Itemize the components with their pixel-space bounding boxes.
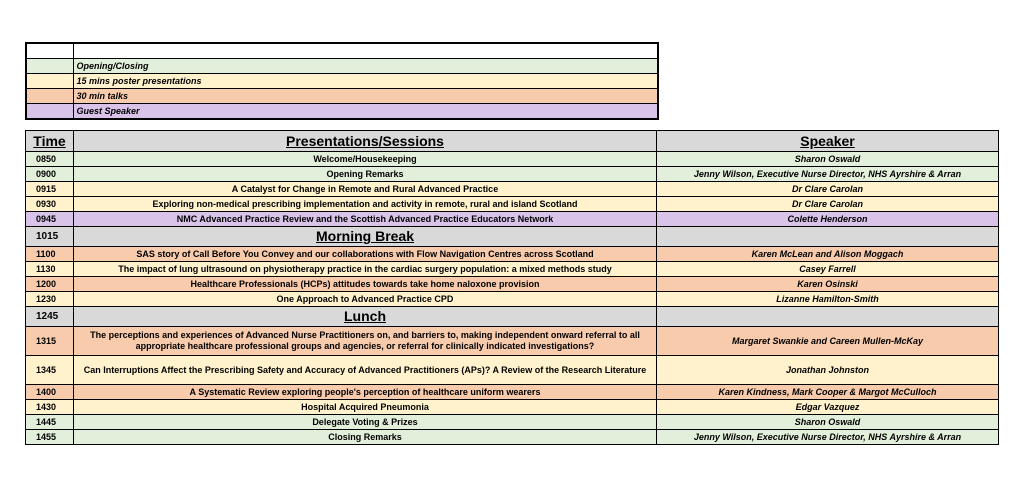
session-time: 0850 xyxy=(26,152,74,167)
header-row xyxy=(26,131,999,152)
session-time: 1245 xyxy=(26,307,74,327)
session-time: 0930 xyxy=(26,197,74,212)
session-time: 0915 xyxy=(26,182,74,197)
session-row xyxy=(26,430,999,445)
session-speaker: Margaret Swankie and Careen Mullen-McKay xyxy=(657,327,999,356)
legend-swatch xyxy=(26,104,73,120)
session-title: Exploring non-medical prescribing implementation and activity in remote, rural and island Scotland xyxy=(74,197,657,212)
session-row xyxy=(26,212,999,227)
session-title: Morning Break xyxy=(74,227,657,247)
legend-swatch xyxy=(26,89,73,104)
sessions-header: Presentations/Sessions xyxy=(74,131,657,152)
session-speaker: Jenny Wilson, Executive Nurse Director, NHS Ayrshire & Arran xyxy=(657,167,999,182)
session-title: NMC Advanced Practice Review and the Scottish Advanced Practice Educators Network xyxy=(74,212,657,227)
session-title: Lunch xyxy=(74,307,657,327)
session-row xyxy=(26,327,999,356)
legend-row xyxy=(26,59,658,74)
session-title: Hospital Acquired Pneumonia xyxy=(74,400,657,415)
session-row xyxy=(26,356,999,385)
legend-row xyxy=(26,74,658,89)
session-speaker: Colette Henderson xyxy=(657,212,999,227)
session-title: Healthcare Professionals (HCPs) attitudes towards take home naloxone provision xyxy=(74,277,657,292)
session-speaker: Jenny Wilson, Executive Nurse Director, NHS Ayrshire & Arran xyxy=(657,430,999,445)
legend-label: Opening/Closing xyxy=(73,59,658,74)
session-time: 1230 xyxy=(26,292,74,307)
session-row xyxy=(26,385,999,400)
session-speaker: Sharon Oswald xyxy=(657,152,999,167)
schedule-table xyxy=(25,130,999,445)
legend-row xyxy=(26,89,658,104)
break-row xyxy=(26,307,999,327)
session-speaker xyxy=(657,227,999,247)
break-row xyxy=(26,227,999,247)
session-row xyxy=(26,182,999,197)
legend-blank-swatch xyxy=(26,43,73,59)
session-time: 1455 xyxy=(26,430,74,445)
session-speaker: Jonathan Johnston xyxy=(657,356,999,385)
session-time: 1015 xyxy=(26,227,74,247)
legend-blank-label xyxy=(73,43,658,59)
session-time: 1130 xyxy=(26,262,74,277)
session-row xyxy=(26,167,999,182)
session-title: The perceptions and experiences of Advanced Nurse Practitioners on, and barriers to, making independent onward referral to all appropriate healthcare professional groups and agencies, or referral for clinically indicated investigations? xyxy=(74,327,657,356)
legend-label: 30 min talks xyxy=(73,89,658,104)
session-row xyxy=(26,247,999,262)
session-row xyxy=(26,152,999,167)
session-title: Can Interruptions Affect the Prescribing Safety and Accuracy of Advanced Practitioners (APs)? A Review of the Research Literature xyxy=(74,356,657,385)
session-time: 0900 xyxy=(26,167,74,182)
session-title: A Systematic Review exploring people's perception of healthcare uniform wearers xyxy=(74,385,657,400)
session-title: A Catalyst for Change in Remote and Rural Advanced Practice xyxy=(74,182,657,197)
session-speaker: Dr Clare Carolan xyxy=(657,182,999,197)
session-time: 1400 xyxy=(26,385,74,400)
session-title: One Approach to Advanced Practice CPD xyxy=(74,292,657,307)
session-speaker: Karen Kindness, Mark Cooper & Margot McCulloch xyxy=(657,385,999,400)
session-time: 1430 xyxy=(26,400,74,415)
session-title: SAS story of Call Before You Convey and our collaborations with Flow Navigation Centres across Scotland xyxy=(74,247,657,262)
session-time: 0945 xyxy=(26,212,74,227)
session-speaker: Sharon Oswald xyxy=(657,415,999,430)
session-speaker: Casey Farrell xyxy=(657,262,999,277)
session-row xyxy=(26,400,999,415)
session-speaker: Karen Osinski xyxy=(657,277,999,292)
speaker-header: Speaker xyxy=(657,131,999,152)
session-time: 1345 xyxy=(26,356,74,385)
session-speaker: Karen McLean and Alison Moggach xyxy=(657,247,999,262)
session-row xyxy=(26,292,999,307)
session-title: Delegate Voting & Prizes xyxy=(74,415,657,430)
session-speaker xyxy=(657,307,999,327)
session-time: 1315 xyxy=(26,327,74,356)
session-row xyxy=(26,262,999,277)
legend-row xyxy=(26,104,658,120)
session-time: 1100 xyxy=(26,247,74,262)
legend-swatch xyxy=(26,59,73,74)
legend-label: Guest Speaker xyxy=(73,104,658,120)
legend-swatch xyxy=(26,74,73,89)
session-speaker: Dr Clare Carolan xyxy=(657,197,999,212)
session-title: Opening Remarks xyxy=(74,167,657,182)
session-time: 1200 xyxy=(26,277,74,292)
session-row xyxy=(26,277,999,292)
session-title: Welcome/Housekeeping xyxy=(74,152,657,167)
session-title: The impact of lung ultrasound on physiotherapy practice in the cardiac surgery population: a mixed methods study xyxy=(74,262,657,277)
session-row xyxy=(26,415,999,430)
session-time: 1445 xyxy=(26,415,74,430)
session-title: Closing Remarks xyxy=(74,430,657,445)
colour-legend xyxy=(25,42,659,120)
session-row xyxy=(26,197,999,212)
legend-label: 15 mins poster presentations xyxy=(73,74,658,89)
session-speaker: Edgar Vazquez xyxy=(657,400,999,415)
session-speaker: Lizanne Hamilton-Smith xyxy=(657,292,999,307)
time-header: Time xyxy=(26,131,74,152)
